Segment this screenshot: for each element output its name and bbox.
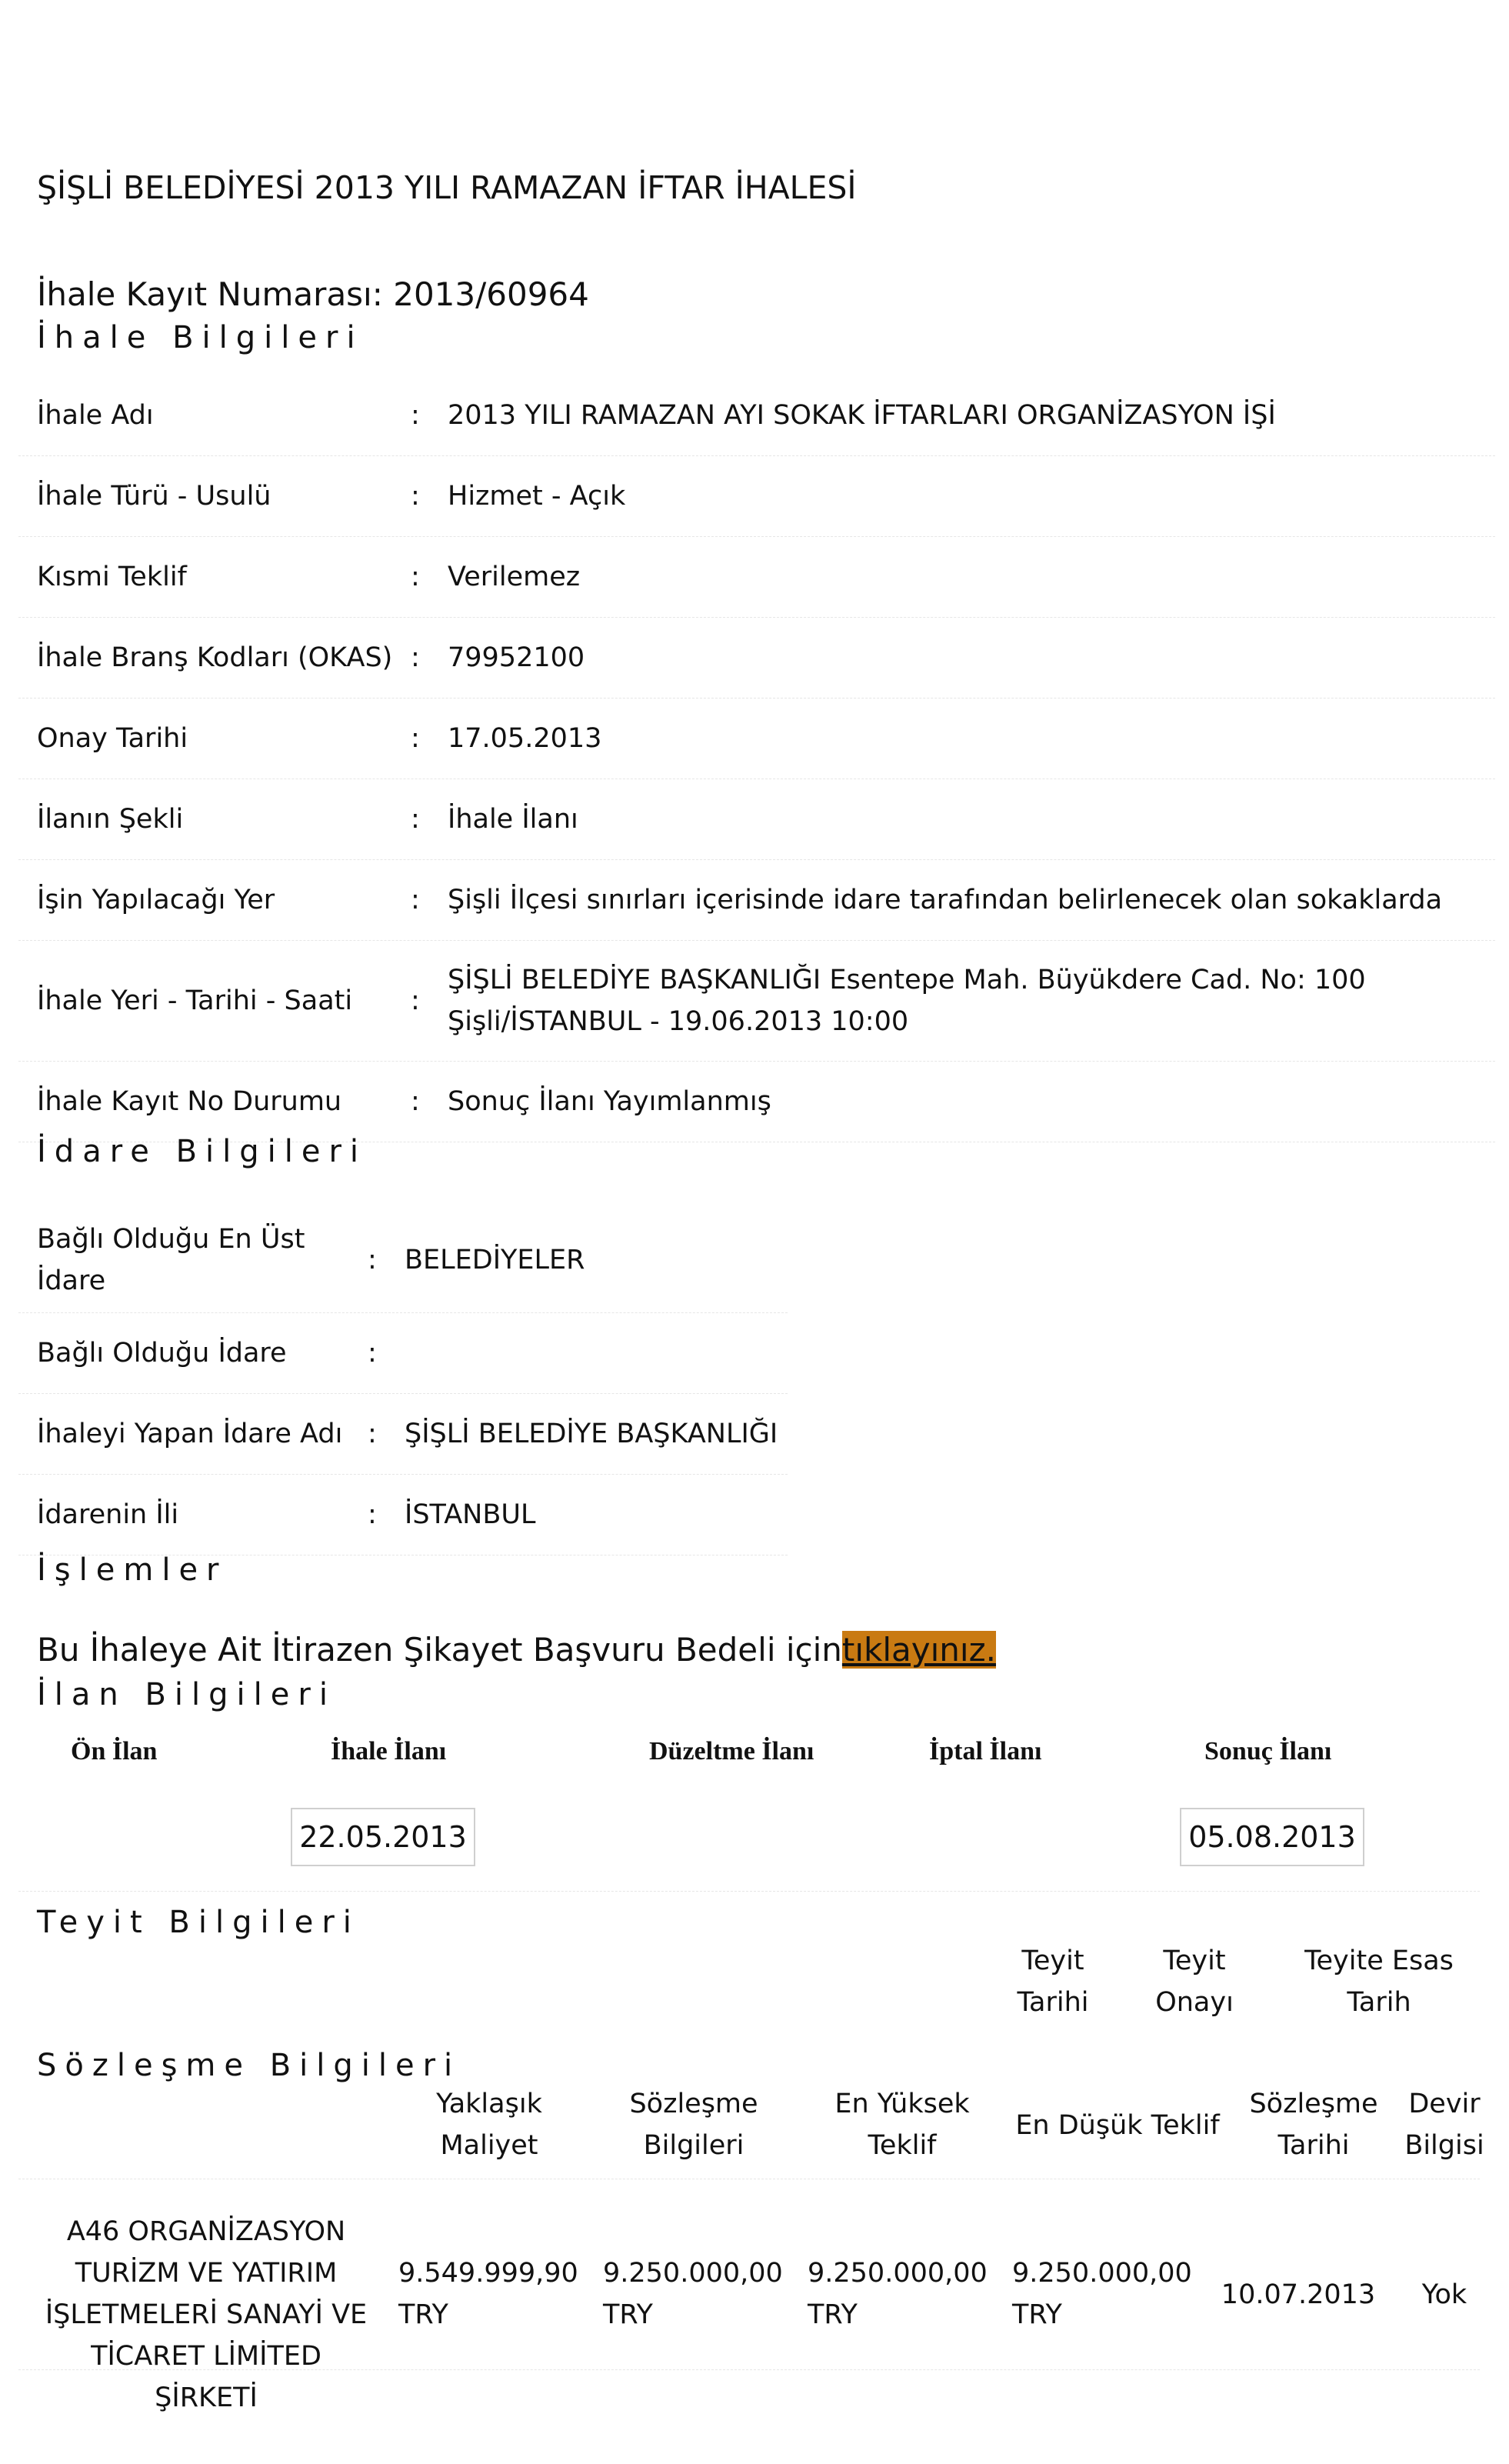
header-confirmation-date: Teyit Tarihi <box>1017 1946 1089 2018</box>
header-correction-announcement: Düzeltme İlanı <box>649 1737 814 1765</box>
tender-row-approval-date <box>18 699 1495 779</box>
header-highest-bid: En Yüksek Teklif <box>834 2089 970 2161</box>
admin-row-top-authority <box>18 1208 788 1313</box>
complaint-fee-line <box>37 1631 996 1669</box>
field-label: İlanın Şekli <box>37 804 184 835</box>
complaint-fee-link[interactable]: tıklayınız. <box>841 1631 996 1669</box>
field-label: Kısmi Teklif <box>37 562 187 592</box>
colon: : <box>368 1419 377 1449</box>
field-label: Onay Tarihi <box>37 723 188 754</box>
admin-row-authority <box>18 1313 788 1394</box>
header-approx-cost: Yaklaşık Maliyet <box>436 2089 542 2161</box>
tender-row-place-date-time <box>18 941 1495 1062</box>
field-label: İdarenin İli <box>37 1499 179 1530</box>
field-label: İhale Kayıt No Durumu <box>37 1086 342 1117</box>
colon: : <box>368 1499 377 1530</box>
field-label: Bağlı Olduğu İdare <box>37 1338 287 1369</box>
highest-bid-value: 9.250.000,00 TRY <box>808 2258 988 2330</box>
field-value: Hizmet - Açık <box>448 481 626 512</box>
tender-info-list <box>18 375 1495 1142</box>
field-label: İhale Branş Kodları (OKAS) <box>37 642 393 673</box>
contractor-name: A46 ORGANİZASYON TURİZM VE YATIRIM İŞLETMELERİ SANAYİ VE TİCARET LİMİTED ŞİRKETİ <box>45 2216 368 2413</box>
field-label: Bağlı Olduğu En Üst İdare <box>37 1224 305 1296</box>
contract-amount-value: 9.250.000,00 TRY <box>603 2258 783 2330</box>
field-value: ŞİŞLİ BELEDİYE BAŞKANLIĞI Esentepe Mah. Büyükdere Cad. No: 100 Şişli/İSTANBUL - 19.06.2013 10:00 <box>448 965 1366 1037</box>
tender-row-partial-offer <box>18 537 1495 618</box>
colon: : <box>411 723 420 754</box>
section-admin-info: İdare Bilgileri <box>37 1134 368 1169</box>
section-operations: İşlemler <box>37 1552 228 1588</box>
header-transfer-info: Devir Bilgisi <box>1404 2089 1484 2161</box>
colon: : <box>368 1338 377 1369</box>
colon: : <box>411 985 420 1016</box>
colon: : <box>368 1245 377 1275</box>
field-value: İhale İlanı <box>448 804 578 835</box>
field-value: Sonuç İlanı Yayımlanmış <box>448 1086 771 1117</box>
divider <box>18 2369 1480 2370</box>
colon: : <box>411 481 420 512</box>
header-result-announcement: Sonuç İlanı <box>1204 1737 1332 1765</box>
colon: : <box>411 804 420 835</box>
section-confirmation-info: Teyit Bilgileri <box>37 1905 360 1940</box>
field-value: ŞİŞLİ BELEDİYE BAŞKANLIĞI <box>405 1419 778 1449</box>
colon: : <box>411 400 420 431</box>
field-value: BELEDİYELER <box>405 1245 585 1275</box>
section-contract-info: Sözleşme Bilgileri <box>37 2048 461 2083</box>
tender-announcement-date-link[interactable]: 22.05.2013 <box>291 1808 475 1866</box>
contract-date-value: 10.07.2013 <box>1221 2279 1376 2310</box>
header-lowest-bid: En Düşük Teklif <box>1015 2110 1220 2141</box>
colon: : <box>411 885 420 915</box>
colon: : <box>411 562 420 592</box>
tender-row-type <box>18 456 1495 537</box>
field-label: İhale Türü - Usulü <box>37 481 271 512</box>
section-tender-info: İhale Bilgileri <box>37 320 364 355</box>
lowest-bid-value: 9.250.000,00 TRY <box>1012 2258 1192 2330</box>
header-contract-date: Sözleşme Tarihi <box>1249 2089 1378 2161</box>
section-announcement-info: İlan Bilgileri <box>37 1677 336 1712</box>
field-value: Verilemez <box>448 562 581 592</box>
colon: : <box>411 1086 420 1117</box>
field-label: İhale Yeri - Tarihi - Saati <box>37 985 353 1016</box>
field-value: 17.05.2013 <box>448 723 602 754</box>
header-confirmation-base-date: Teyite Esas Tarih <box>1304 1946 1454 2018</box>
page-title: ŞİŞLİ BELEDİYESİ 2013 YILI RAMAZAN İFTAR İHALESİ <box>37 169 857 206</box>
field-label: İhaleyi Yapan İdare Adı <box>37 1419 343 1449</box>
tender-row-announcement-type <box>18 779 1495 860</box>
header-cancel-announcement: İptal İlanı <box>929 1737 1042 1765</box>
tender-row-work-place <box>18 860 1495 941</box>
field-value: 2013 YILI RAMAZAN AYI SOKAK İFTARLARI ORGANİZASYON İŞİ <box>448 400 1276 431</box>
tender-row-name <box>18 375 1495 456</box>
divider <box>18 1891 1480 1892</box>
registration-number: İhale Kayıt Numarası: 2013/60964 <box>37 275 589 313</box>
admin-info-list <box>18 1208 788 1555</box>
admin-row-province <box>18 1475 788 1555</box>
transfer-value: Yok <box>1421 2279 1467 2310</box>
field-label: İşin Yapılacağı Yer <box>37 885 275 915</box>
field-label: İhale Adı <box>37 400 154 431</box>
tender-row-okas <box>18 618 1495 699</box>
header-contract-info: Sözleşme Bilgileri <box>629 2089 758 2161</box>
result-announcement-date-link[interactable]: 05.08.2013 <box>1180 1808 1364 1866</box>
field-value: Şişli İlçesi sınırları içerisinde idare tarafından belirlenecek olan sokaklarda <box>448 885 1443 915</box>
header-confirmation-approval: Teyit Onayı <box>1155 1946 1234 2018</box>
complaint-fee-text: Bu İhaleye Ait İtirazen Şikayet Başvuru Bedeli için <box>37 1631 842 1669</box>
tender-row-status <box>18 1062 1495 1142</box>
header-tender-announcement: İhale İlanı <box>331 1737 447 1765</box>
header-pre-announcement: Ön İlan <box>71 1737 158 1765</box>
approx-cost-value: 9.549.999,90 TRY <box>398 2258 578 2330</box>
field-value: İSTANBUL <box>405 1499 536 1530</box>
admin-row-name <box>18 1394 788 1475</box>
field-value: 79952100 <box>448 642 585 673</box>
colon: : <box>411 642 420 673</box>
